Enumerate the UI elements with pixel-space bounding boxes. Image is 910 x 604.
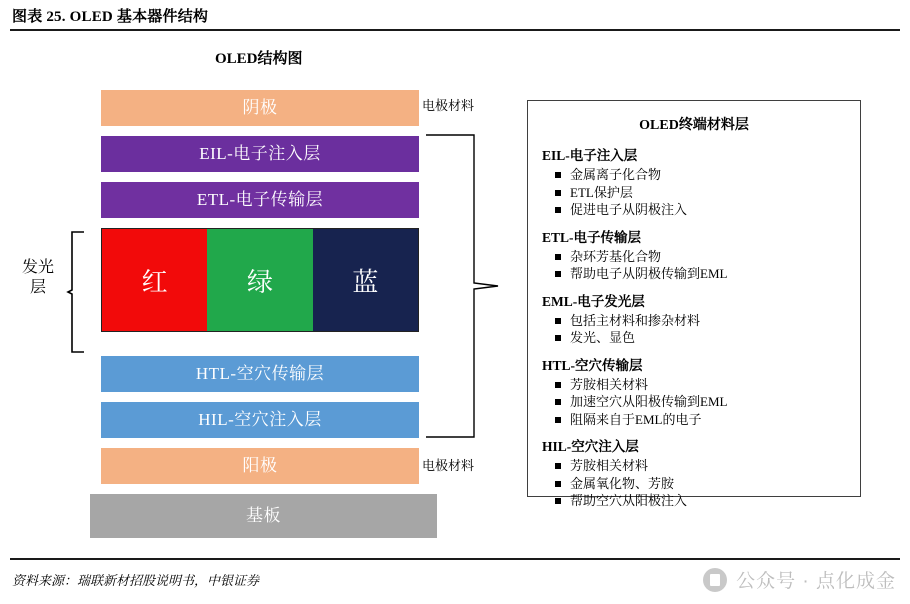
layer-cathode: 阴极 xyxy=(101,90,419,126)
material-group-eml xyxy=(542,290,848,347)
material-group-list xyxy=(542,248,848,283)
materials-panel xyxy=(527,100,861,508)
oled-stack xyxy=(101,90,419,548)
material-group-title: ETL-电子传输层 xyxy=(542,229,642,245)
layer-hil: HIL-空穴注入层 xyxy=(101,402,419,438)
material-group-htl xyxy=(542,354,848,429)
emitting-layer-label: 发光层 xyxy=(21,259,54,296)
list-item: 金属氧化物、芳胺 xyxy=(554,475,848,493)
list-item: 阻隔来自于EML的电子 xyxy=(554,411,848,429)
watermark-text: 公众号 · 点化成金 xyxy=(736,571,896,592)
material-group-eil xyxy=(542,144,848,219)
list-item: ETL保护层 xyxy=(554,184,848,202)
list-item: 促进电子从阴极注入 xyxy=(554,201,848,219)
list-item: 芳胺相关材料 xyxy=(554,457,848,475)
material-group-list xyxy=(542,312,848,347)
material-group-title: EML-电子发光层 xyxy=(542,293,645,309)
emitting-cell-blue: 蓝 xyxy=(313,229,418,331)
layer-htl: HTL-空穴传输层 xyxy=(101,356,419,392)
electrode-label-bottom: 电极材料 xyxy=(422,458,475,473)
materials-panel-body xyxy=(528,144,860,510)
material-group-etl xyxy=(542,226,848,283)
layer-anode: 阳极 xyxy=(101,448,419,484)
material-group-hil xyxy=(542,435,848,510)
page-title: 图表 25. OLED 基本器件结构 xyxy=(12,9,209,25)
emitting-cell-red: 红 xyxy=(102,229,207,331)
stack-gap xyxy=(101,342,419,356)
watermark-logo-icon xyxy=(703,568,727,592)
figure-header xyxy=(10,2,900,32)
layer-etl: ETL-电子传输层 xyxy=(101,182,419,218)
electrode-label-top: 电极材料 xyxy=(422,98,475,113)
material-group-title: HIL-空穴注入层 xyxy=(542,439,639,454)
list-item: 杂环芳基化合物 xyxy=(554,248,848,266)
source-note: 资料来源：瑞联新材招股说明书，中银证券 xyxy=(12,573,260,588)
list-item: 包括主材料和掺杂材料 xyxy=(554,312,848,330)
diagram-title: OLED结构图 xyxy=(215,51,303,67)
list-item: 金属离子化合物 xyxy=(554,166,848,184)
emitting-layer-row xyxy=(101,228,419,332)
list-item: 芳胺相关材料 xyxy=(554,376,848,394)
footer-divider xyxy=(10,558,900,560)
material-group-list xyxy=(542,457,848,510)
list-item: 发光、显色 xyxy=(554,329,848,347)
watermark xyxy=(703,566,896,593)
emitting-cell-green: 绿 xyxy=(207,229,312,331)
list-item: 帮助电子从阴极传输到EML xyxy=(554,265,848,283)
right-brace-icon xyxy=(424,133,504,439)
left-brace-icon xyxy=(66,230,88,350)
layer-substrate: 基板 xyxy=(90,494,437,538)
material-group-list xyxy=(542,376,848,429)
material-group-title: HTL-空穴传输层 xyxy=(542,357,643,373)
layer-eil: EIL-电子注入层 xyxy=(101,136,419,172)
materials-panel-title: OLED终端材料层 xyxy=(639,118,749,133)
header-divider xyxy=(10,29,900,31)
list-item: 帮助空穴从阳极注入 xyxy=(554,492,848,510)
list-item: 加速空穴从阳极传输到EML xyxy=(554,393,848,411)
material-group-title: EIL-电子注入层 xyxy=(542,148,638,163)
material-group-list xyxy=(542,166,848,219)
